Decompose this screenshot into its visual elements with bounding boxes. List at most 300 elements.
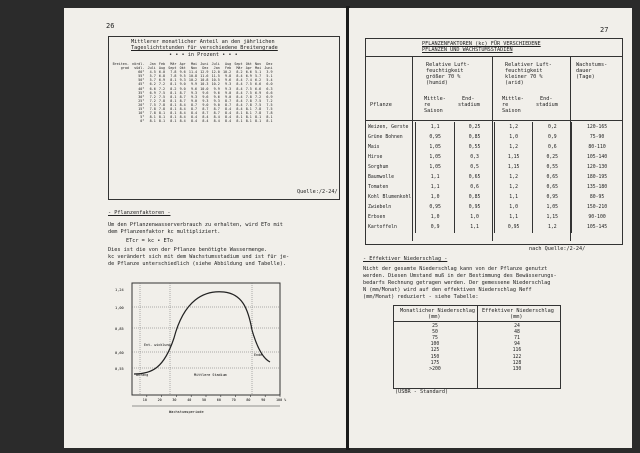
value-cell: 7.2: [149, 98, 156, 103]
value-cell: 7.5: [158, 90, 166, 95]
month-header: Juli: [147, 66, 156, 71]
value-cell: 7.8: [255, 107, 262, 112]
x-tick: 10: [142, 398, 147, 402]
precip-cell: 122: [512, 354, 522, 360]
kc-curve: [134, 292, 270, 374]
value-cell: 7.2: [149, 94, 156, 99]
source-note: Quelle:/2-24/: [297, 189, 338, 195]
table-row: [366, 213, 622, 223]
value-cell: 8.1: [170, 98, 177, 103]
value-cell: 8.4: [202, 115, 209, 120]
chart-frame: [132, 283, 280, 395]
stage-label: Mittlere Stadium: [194, 373, 227, 377]
value-cell: 8.4: [236, 94, 243, 99]
table-row: [366, 183, 622, 193]
header-cell: südl.: [134, 66, 145, 71]
month-header: Feb: [225, 66, 232, 71]
table-title: PFLANZEN UND WACHSTUMSSTADIEN: [422, 47, 513, 53]
precip-cell: 100: [430, 342, 440, 348]
kc-cell: 1,05: [415, 152, 454, 162]
kc-cell: 0,95: [415, 132, 454, 142]
value-cell: 8.7: [190, 102, 198, 107]
value-cell: 5.7: [149, 74, 156, 79]
month-header: Mär: [236, 66, 243, 71]
arid-header: Relativer Luft-: [505, 62, 552, 68]
value-cell: 6.6: [255, 86, 262, 91]
value-cell: 8.2: [236, 70, 243, 75]
value-cell: 7.8: [158, 98, 166, 103]
value-cell: 8.4: [225, 107, 232, 112]
kc-cell: 0,5: [455, 162, 494, 172]
value-cell: 8.1: [149, 119, 156, 124]
kc-cell: 1,1: [494, 193, 533, 203]
header-cell: grad: [120, 66, 129, 71]
kc-cell: 180-195: [586, 175, 608, 181]
value-cell: 8.1: [158, 115, 166, 120]
value-cell: 7.8: [149, 111, 156, 116]
value-cell: 7.8: [149, 107, 156, 112]
duration-header: dauer: [576, 68, 592, 74]
value-cell: 9.3: [225, 86, 232, 91]
value-cell: 8.1: [236, 111, 243, 116]
value-cell: 8.1: [170, 107, 177, 112]
value-cell: 8.4: [179, 102, 186, 107]
value-cell: 7.8: [158, 107, 166, 112]
kc-cell: 1,0: [494, 203, 533, 213]
value-cell: 9.6: [225, 78, 232, 83]
value-cell: 7.5: [255, 102, 262, 107]
value-cell: 7.5: [255, 98, 262, 103]
latitude-cell: 10°: [138, 111, 145, 116]
value-cell: 7.8: [170, 74, 177, 79]
month-header: Aug: [225, 62, 232, 66]
value-cell: 7.8: [245, 98, 252, 103]
formula: ETcr = kc • ETo: [126, 238, 173, 244]
value-cell: 9.3: [202, 98, 209, 103]
precip-cell: 50: [432, 329, 438, 335]
precip-col-header: Monatlicher Niederschlag: [400, 308, 475, 314]
value-cell: 7.5: [266, 107, 273, 112]
precip-cell: 150: [430, 354, 440, 360]
table-row: [366, 142, 622, 152]
paragraph-line: Dies ist die von der Pflanze benötigte Wassermenge.: [108, 247, 268, 253]
duration-header: Wachstums-: [576, 62, 608, 68]
month-header: Mär: [170, 62, 177, 66]
value-cell: 6.6: [266, 90, 273, 95]
value-cell: 9.6: [213, 94, 220, 99]
x-tick: 50: [202, 398, 207, 402]
section-heading: [108, 210, 170, 216]
x-tick: 40: [187, 398, 192, 402]
month-header: Sept: [168, 66, 177, 71]
month-header: Mai: [190, 62, 198, 66]
paragraph-line: Nicht der gesamte Niederschlag kann von der Pflanze genutzt: [363, 266, 548, 272]
latitude-cell: 25°: [138, 98, 145, 103]
value-cell: 8.4: [190, 111, 198, 116]
value-cell: 6.9: [266, 94, 273, 99]
value-cell: 6.9: [245, 74, 252, 79]
precip-col-header: (mm): [510, 314, 523, 320]
latitude-cell: 50°: [138, 78, 145, 83]
kc-cell: Kohl Blumenkohl: [366, 193, 415, 203]
kc-cell: 150-210: [586, 205, 608, 211]
precip-cell: 24: [514, 323, 520, 329]
latitude-cell: 35°: [138, 90, 145, 95]
value-cell: 9.8: [225, 74, 232, 79]
value-cell: 8.1: [170, 119, 177, 124]
latitude-cell: 20°: [138, 102, 145, 107]
latitude-cell: 55°: [138, 74, 145, 79]
kc-cell: 0,2: [533, 122, 572, 132]
value-cell: 7.8: [158, 102, 166, 107]
daylight-matrix: [111, 62, 274, 123]
section-heading-text: - Effektiver Niederschlag -: [363, 256, 448, 262]
value-cell: 8.7: [202, 107, 209, 112]
value-cell: 9.6: [213, 90, 220, 95]
kc-cell: 0,6: [455, 183, 494, 193]
value-cell: 9.3: [190, 94, 198, 99]
kc-cell: 120-165: [586, 124, 608, 130]
table-row: [366, 162, 622, 172]
value-cell: 8.1: [170, 94, 177, 99]
value-cell: 8.4: [236, 102, 243, 107]
value-cell: 8.1: [170, 111, 177, 116]
kc-cell: Mais: [366, 142, 415, 152]
value-cell: 8.7: [213, 111, 220, 116]
value-cell: 8.4: [190, 115, 198, 120]
value-cell: 9.6: [190, 86, 198, 91]
section-heading-text: - Pflanzenfaktoren -: [108, 210, 171, 216]
value-cell: 9.6: [179, 70, 186, 75]
value-cell: 8.4: [179, 107, 186, 112]
value-cell: 6.2: [149, 82, 156, 87]
kc-cell: Tomaten: [366, 183, 415, 193]
mid-season-header: Saison: [424, 108, 443, 114]
precip-cell: 128: [512, 360, 522, 366]
value-cell: 5.1: [255, 70, 262, 75]
table-row: [366, 193, 622, 203]
value-cell: 10.8: [200, 78, 209, 83]
value-cell: 6.0: [158, 70, 166, 75]
value-cell: 9.0: [179, 82, 186, 87]
paragraph-line: dem Pflanzenfaktor kc multipliziert.: [108, 229, 221, 235]
header-cell: Breiten-: [112, 62, 129, 66]
value-cell: 8.7: [179, 94, 186, 99]
value-cell: 7.4: [245, 78, 252, 83]
value-cell: 8.4: [213, 119, 220, 124]
value-cell: 8.7: [179, 90, 186, 95]
y-tick: 0,85: [115, 327, 124, 331]
value-cell: 6.6: [255, 82, 262, 87]
precip-cell: 175: [430, 360, 440, 366]
latitude-cell: 15°: [138, 107, 145, 112]
table-row: [366, 172, 622, 182]
right-page: [349, 8, 632, 448]
precip-cell: 48: [514, 329, 520, 335]
value-cell: 8.4: [190, 119, 198, 124]
kc-cell: 0,65: [533, 183, 572, 193]
kc-cell: 75-90: [589, 134, 605, 140]
value-cell: 7.8: [245, 102, 252, 107]
y-tick: 1,00: [115, 306, 124, 310]
latitude-cell: 45°: [138, 82, 145, 87]
month-header: Feb: [158, 62, 166, 66]
value-cell: 8.7: [225, 98, 232, 103]
daylight-grid: [111, 62, 274, 123]
paragraph-line: werden. Diesen Umstand muß in der Bestimmung des Bewässerungs-: [363, 273, 557, 279]
value-cell: 7.8: [170, 70, 177, 75]
x-tick: 80: [246, 398, 251, 402]
humid-header: größer 70 %: [426, 74, 461, 80]
kc-cell: 1,0: [455, 213, 494, 223]
value-cell: 7.5: [245, 82, 252, 87]
x-axis-title: Wachstumsperiode: [169, 410, 204, 414]
value-cell: 8.7: [213, 107, 220, 112]
kc-cell: 0,85: [455, 132, 494, 142]
latitude-cell: 5°: [140, 115, 145, 120]
kc-cell: 1,15: [494, 162, 533, 172]
value-cell: 11.5: [211, 74, 220, 79]
value-cell: 5.4: [266, 78, 273, 83]
kc-cell: 0,55: [533, 162, 572, 172]
value-cell: 8.1: [236, 115, 243, 120]
value-cell: 8.1: [245, 111, 252, 116]
page-number: 26: [106, 22, 115, 30]
paragraph-line: (mm/Monat) reduziert - siehe Tabelle:: [363, 294, 479, 300]
kc-cell: Sorghum: [366, 162, 415, 172]
value-cell: 3.9: [266, 70, 273, 75]
value-cell: 8.1: [149, 115, 156, 120]
value-cell: 8.1: [236, 119, 243, 124]
month-header: Apr: [245, 66, 252, 71]
value-cell: 8.1: [255, 119, 262, 124]
kc-cell: 90-100: [588, 215, 606, 221]
paragraph-line: Um den Pflanzenwasserverbrauch zu erhalten, wird ETo mit: [108, 222, 283, 228]
month-header: Okt: [245, 62, 252, 66]
kc-cell: 0,65: [533, 172, 572, 182]
kc-cell: 0,9: [533, 132, 572, 142]
kc-cell: 0,95: [494, 223, 533, 233]
kc-cell: 1,2: [494, 122, 533, 132]
value-cell: 7.8: [266, 111, 273, 116]
value-cell: 9.0: [225, 94, 232, 99]
value-cell: 12.9: [200, 70, 209, 75]
daylight-table: [108, 36, 340, 200]
latitude-cell: 0°: [140, 119, 145, 124]
mid-season-header: Saison: [502, 108, 521, 114]
month-header: Juli: [211, 62, 220, 66]
value-cell: 10.0: [200, 86, 209, 91]
value-cell: 8.4: [236, 98, 243, 103]
paragraph-line: de Pflanze unterschiedlich (siehe Abbildung und Tabelle).: [108, 261, 287, 267]
value-cell: 8.1: [266, 119, 273, 124]
kc-cell: 1,2: [494, 172, 533, 182]
value-cell: 4.5: [149, 70, 156, 75]
value-cell: 8.4: [179, 111, 186, 116]
latitude-cell: 40°: [138, 86, 145, 91]
end-stage-header: stadium: [458, 102, 480, 108]
kc-cell: Grüne Bohnen: [366, 132, 415, 142]
paragraph-line: kc verändert sich mit dem Wachstumsstadium und ist für je-: [108, 254, 290, 260]
value-cell: 9.3: [225, 82, 232, 87]
kc-cell: 80-95: [589, 195, 605, 201]
value-cell: 8.4: [213, 115, 220, 120]
kc-cell: 0,65: [455, 172, 494, 182]
kc-cell: 1,0: [415, 193, 454, 203]
value-cell: 7.5: [245, 90, 252, 95]
x-tick: 30: [172, 398, 177, 402]
value-cell: 10.2: [188, 78, 198, 83]
kc-cell: 1,1: [415, 172, 454, 182]
month-header: Aug: [158, 66, 166, 71]
value-cell: 9.0: [190, 98, 198, 103]
kc-cell: 0,55: [455, 142, 494, 152]
value-cell: 6.2: [255, 78, 262, 83]
kc-cell: 0,95: [455, 203, 494, 213]
value-cell: 8.4: [179, 115, 186, 120]
kc-cell: 1,1: [455, 223, 494, 233]
value-cell: 8.4: [225, 115, 232, 120]
value-cell: 9.5: [179, 74, 186, 79]
value-cell: 6.8: [158, 74, 166, 79]
table-row: [111, 119, 274, 123]
x-tick: 70: [231, 398, 236, 402]
value-cell: 6.9: [255, 90, 262, 95]
value-cell: 8.7: [190, 107, 198, 112]
month-header: Sept: [234, 62, 243, 66]
kc-cell: Kartoffeln: [366, 223, 415, 233]
arid-header: feuchtigkeit: [505, 68, 543, 74]
table-title: PFLANZENFAKTOREN (kc) FÜR VERSCHIEDENE: [422, 41, 541, 47]
value-cell: 11.6: [200, 74, 209, 79]
latitude-cell: 30°: [138, 94, 145, 99]
stage-label: Ent- wicklung: [144, 343, 171, 347]
y-tick: 1,24: [115, 288, 124, 292]
value-cell: 9.6: [202, 94, 209, 99]
value-cell: 8.4: [236, 82, 243, 87]
kc-cell: 1,05: [415, 162, 454, 172]
value-cell: 8.1: [158, 111, 166, 116]
precip-cell: 71: [514, 335, 520, 341]
table-subtitle: • • • in Prozent • • •: [169, 52, 238, 58]
kc-rows: [366, 122, 622, 233]
value-cell: 9.0: [213, 102, 220, 107]
value-cell: 9.3: [190, 90, 198, 95]
value-cell: 10.3: [200, 82, 209, 87]
value-cell: 9.9: [190, 82, 198, 87]
precip-cell: >200: [429, 366, 441, 372]
kc-cell: 1,05: [533, 203, 572, 213]
value-cell: 8.2: [170, 86, 177, 91]
humid-header: Relative Luft-: [426, 62, 470, 68]
value-cell: 8.4: [236, 86, 243, 91]
value-cell: 7.5: [158, 94, 166, 99]
kc-cell: Zwiebeln: [366, 203, 415, 213]
kc-cell: 0,95: [415, 203, 454, 213]
value-cell: 7.5: [149, 102, 156, 107]
humid-header: (humid): [426, 80, 448, 86]
value-cell: 5.7: [149, 78, 156, 83]
kc-cell: 0,3: [455, 152, 494, 162]
month-header: Dez: [202, 66, 209, 71]
paragraph-line: bedarfs Rechnung getragen werden. Der gemessene Niederschlag: [363, 280, 551, 286]
page-number: 27: [600, 26, 609, 34]
end-stage-header: End-: [462, 96, 475, 102]
value-cell: 8.7: [225, 102, 232, 107]
value-cell: 5.1: [266, 74, 273, 79]
value-cell: 7.2: [158, 86, 166, 91]
source-note: nach Quelle:/2-24/: [529, 246, 586, 252]
kc-cell: 1,0: [415, 213, 454, 223]
kc-cell: 1,2: [533, 223, 572, 233]
value-cell: 9.0: [225, 90, 232, 95]
mid-season-header: Mittle-: [502, 96, 524, 102]
value-cell: 10.8: [188, 74, 198, 79]
arid-header: (arid): [505, 80, 524, 86]
precip-cell: 125: [430, 348, 440, 354]
value-cell: 8.1: [170, 102, 177, 107]
value-cell: 6.9: [149, 90, 156, 95]
table-row: [394, 366, 558, 372]
table-row: [366, 203, 622, 213]
kc-cell: Hirse: [366, 152, 415, 162]
kc-cell: Baumwolle: [366, 172, 415, 182]
x-tick: 100 %: [276, 398, 287, 402]
value-cell: 7.8: [245, 94, 252, 99]
stage-label: Ende: [254, 353, 263, 357]
kc-cell: 0,25: [533, 152, 572, 162]
kc-cell: 80-110: [588, 144, 606, 150]
month-header: Juni: [264, 66, 273, 71]
end-stage-header: End-: [540, 96, 553, 102]
kc-cell: 105-145: [586, 225, 608, 231]
value-cell: 8.4: [225, 119, 232, 124]
kc-cell: 1,2: [494, 183, 533, 193]
value-cell: 6.6: [149, 86, 156, 91]
value-cell: 10.5: [211, 78, 220, 83]
value-cell: 6.3: [266, 86, 273, 91]
value-cell: 9.0: [179, 86, 186, 91]
table-row: [366, 223, 622, 233]
value-cell: 6.6: [245, 70, 252, 75]
kc-cell: 1,1: [415, 122, 454, 132]
month-header: Juni: [200, 62, 209, 66]
paragraph-line: N (mm/Monat) wird auf den effektiven Niederschlag Neff: [363, 287, 532, 293]
kc-cell: 120-130: [586, 164, 608, 170]
section-heading: [363, 256, 447, 262]
kc-cell: 0,25: [455, 122, 494, 132]
value-cell: 7.5: [266, 102, 273, 107]
value-cell: 8.1: [158, 119, 166, 124]
y-tick: 0,55: [115, 367, 124, 371]
precip-cell: 116: [512, 348, 522, 354]
table-row: [366, 122, 622, 132]
month-header: Mai: [255, 66, 262, 71]
precip-col-header: (mm): [428, 314, 441, 320]
precip-cell: 75: [432, 335, 438, 341]
value-cell: 8.4: [225, 111, 232, 116]
value-cell: 9.3: [213, 98, 220, 103]
stage-label: Anfang: [136, 373, 149, 377]
x-tick: 20: [157, 398, 162, 402]
table-row: [366, 132, 622, 142]
value-cell: 11.4: [188, 70, 198, 75]
value-cell: 8.7: [202, 111, 209, 116]
value-cell: 10.2: [211, 82, 220, 87]
month-header: Okt: [179, 66, 186, 71]
value-cell: 8.7: [179, 98, 186, 103]
kc-cell: Erbsen: [366, 213, 415, 223]
